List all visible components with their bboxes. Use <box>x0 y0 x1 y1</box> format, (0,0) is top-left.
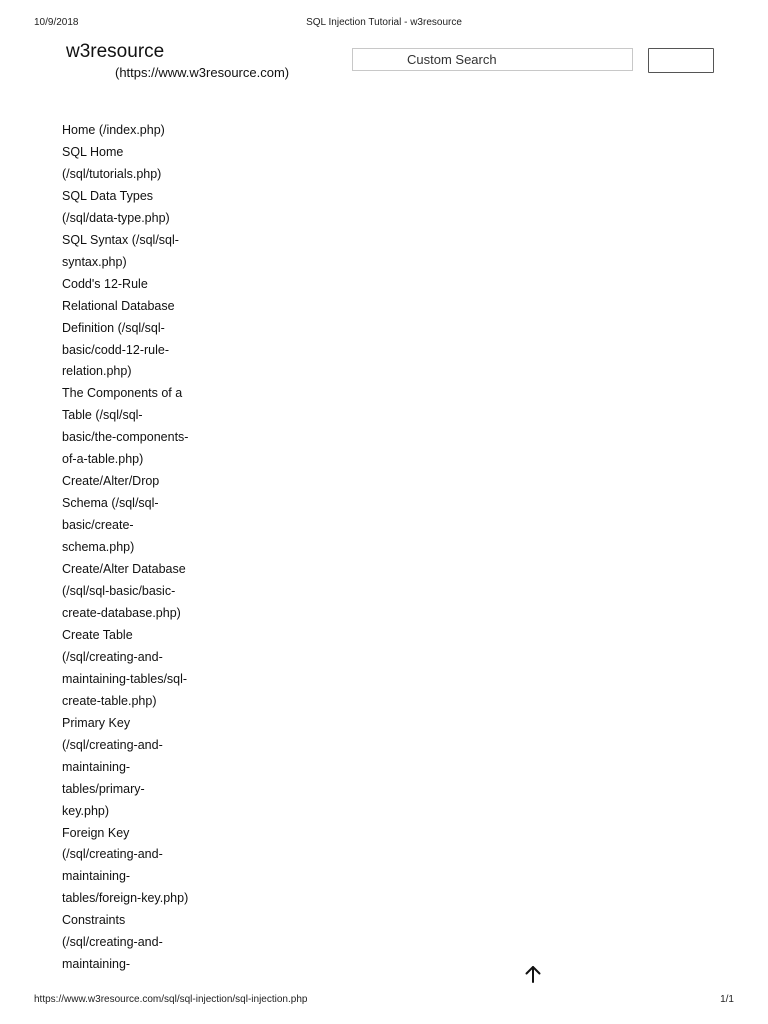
sidebar-nav-link-text: (/sql/sql-basic/basic- <box>62 584 176 599</box>
sidebar-nav-link[interactable] <box>62 186 208 230</box>
sidebar-nav-link-text: Primary Key <box>62 715 131 730</box>
sidebar-nav-link-text: syntax.php) <box>62 254 127 269</box>
sidebar-nav-item <box>62 713 208 823</box>
sidebar-nav-link-text: (/sql/creating-and- <box>62 847 163 862</box>
print-footer-url: https://www.w3resource.com/sql/sql-injection/sql-injection.php <box>34 994 308 1005</box>
print-header-title: SQL Injection Tutorial - w3resource <box>306 17 462 28</box>
search-input[interactable] <box>352 48 633 71</box>
sidebar-nav-item <box>62 625 208 713</box>
sidebar-nav-link-text: tables/foreign-key.php) <box>62 891 189 906</box>
sidebar-nav-link-text: (/sql/creating-and- <box>62 737 163 752</box>
sidebar-nav-link-text: relation.php) <box>62 364 132 379</box>
brand-logo-link[interactable]: w3resource <box>66 41 165 62</box>
sidebar-nav-link[interactable] <box>62 383 208 471</box>
sidebar-nav-link[interactable] <box>62 713 208 823</box>
sidebar-nav-link-text: SQL Data Types <box>62 188 154 203</box>
sidebar-nav-item <box>62 383 208 471</box>
sidebar-nav-link-text: basic/codd-12-rule- <box>62 342 169 357</box>
sidebar-nav-item <box>62 186 208 230</box>
sidebar-nav-link[interactable] <box>62 559 208 625</box>
sidebar-nav-link-text: (/sql/creating-and- <box>62 935 163 950</box>
sidebar-nav-link-text: schema.php) <box>62 540 135 555</box>
sidebar-nav-link[interactable] <box>62 910 208 976</box>
sidebar-nav-link-text: The Components of a <box>62 386 183 401</box>
sidebar-nav-link-text: Constraints <box>62 913 126 928</box>
sidebar-nav-link-text: maintaining- <box>62 869 131 884</box>
sidebar-nav-link-text: Table (/sql/sql- <box>62 408 143 423</box>
print-footer-page-number: 1/1 <box>720 994 734 1005</box>
sidebar-nav-link-text: Create/Alter Database <box>62 562 186 577</box>
sidebar-nav <box>62 120 208 976</box>
sidebar-nav-item <box>62 274 208 384</box>
sidebar-nav-link[interactable] <box>62 274 208 384</box>
sidebar-nav-link-text: maintaining- <box>62 957 131 972</box>
arrow-up-icon[interactable] <box>522 963 544 985</box>
sidebar-nav-link-text: Home (/index.php) <box>62 123 165 137</box>
sidebar-nav-link-text: (/sql/creating-and- <box>62 649 163 664</box>
sidebar-nav-link[interactable] <box>62 142 208 186</box>
brand-url-text: (https://www.w3resource.com) <box>115 65 290 80</box>
sidebar-nav-link-text: basic/the-components- <box>62 430 189 445</box>
sidebar-nav-link-text: Codd's 12-Rule <box>62 276 148 291</box>
sidebar-nav-link[interactable] <box>62 230 208 274</box>
sidebar-nav-link-text: create-database.php) <box>62 605 181 620</box>
sidebar-nav-link-text: (/sql/tutorials.php) <box>62 166 162 181</box>
sidebar-nav-link-text: Relational Database <box>62 298 175 313</box>
sidebar-nav-link-text: Create/Alter/Drop <box>62 474 160 489</box>
sidebar-nav-link[interactable] <box>62 471 208 559</box>
sidebar-nav-link-text: (/sql/data-type.php) <box>62 210 170 225</box>
sidebar-nav-item <box>62 823 208 911</box>
sidebar-nav-link-text: tables/primary- <box>62 781 145 796</box>
sidebar-nav-link-text: of-a-table.php) <box>62 452 144 467</box>
sidebar-nav-link-text: SQL Home <box>62 144 124 159</box>
sidebar-nav-item <box>62 142 208 186</box>
sidebar-nav-link-text: basic/create- <box>62 518 134 533</box>
sidebar-nav-link-text: Foreign Key <box>62 825 130 840</box>
sidebar-nav-link-text: key.php) <box>62 803 110 818</box>
sidebar-nav-link-text: SQL Syntax (/sql/sql- <box>62 232 179 247</box>
sidebar-nav-item <box>62 230 208 274</box>
sidebar-nav-item <box>62 120 208 142</box>
print-header-date: 10/9/2018 <box>34 17 79 28</box>
sidebar-nav-link-text: Schema (/sql/sql- <box>62 496 159 511</box>
sidebar-nav-link-text: create-table.php) <box>62 693 157 708</box>
sidebar-nav-item <box>62 559 208 625</box>
sidebar-nav-item <box>62 471 208 559</box>
sidebar-nav-link-text: Definition (/sql/sql- <box>62 320 165 335</box>
sidebar-nav-link[interactable] <box>62 625 208 713</box>
sidebar-nav-link[interactable] <box>62 823 208 911</box>
sidebar-nav-link[interactable] <box>62 120 208 142</box>
sidebar-nav-link-text: maintaining- <box>62 759 131 774</box>
sidebar-nav-link-text: Create Table <box>62 627 133 642</box>
sidebar-nav-item <box>62 910 208 976</box>
sidebar-nav-link-text: maintaining-tables/sql- <box>62 671 188 686</box>
search-button[interactable] <box>648 48 714 73</box>
